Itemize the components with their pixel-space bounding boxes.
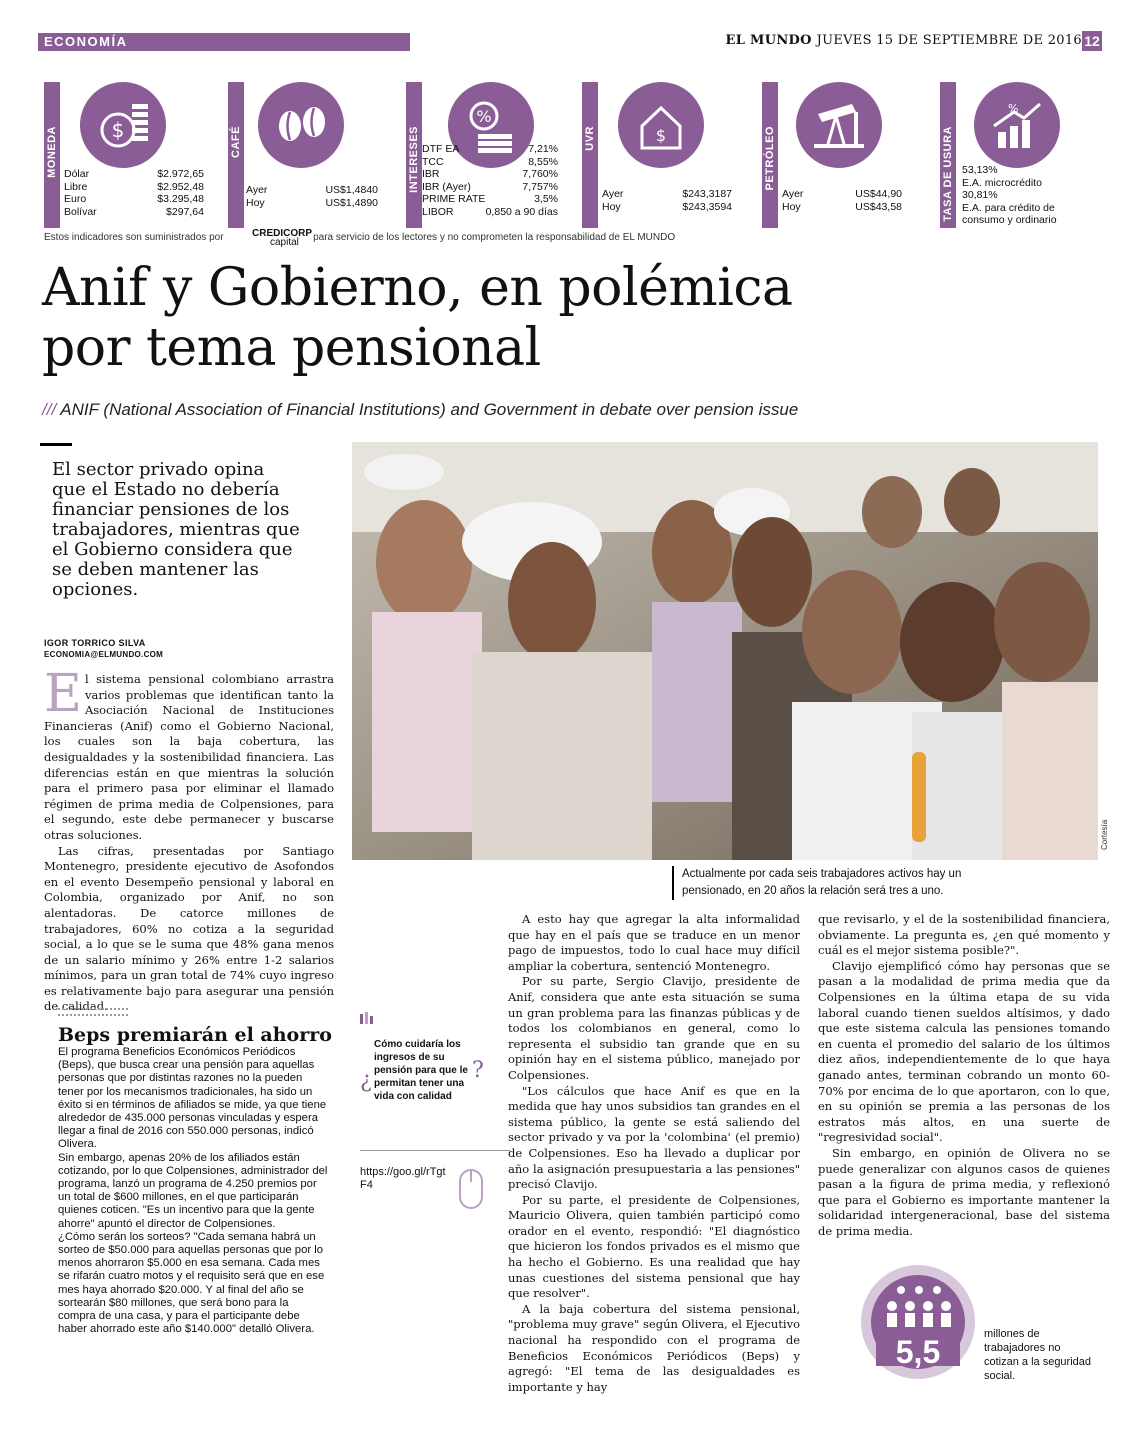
masthead	[726, 33, 1082, 48]
coffee-beans-icon	[258, 82, 344, 168]
lead-rule	[40, 443, 72, 446]
english-subtitle: /// ANIF (National Association of Financial Institutions) and Government in debate over pension issue	[42, 400, 799, 419]
usura-line: 30,81%	[962, 189, 998, 201]
article-column-3: que revisarlo, y el de la sostenibilidad financiera, obviamente. La pregunta es, ¿en qué momento y cuál es el mejor sistema posible?". Clavijo ejemplificó cómo hay personas que se pasan a la modalidad de prima media que da Colpensiones en la última etapa de su vida laboral cuando tienen sueldos altísimos, y dado que este sistema calcula las pensiones tomando en cuenta el promedio del salario de los últimos diez años, independientemente de lo que haya ganado antes, terminan cobrando un monto 60-70% por encima de lo que aportaron, con lo que, en su opinión se premia a las personas de los estratos más altos, en una suerte de "regresividad social". Sin embargo, en opinión de Olivera no se puede generalizar con algunos casos de quienes pasan a la figura de prima media, y reflexionó que para el Gobierno es importante mantener la solidaridad intergeneracional, base del sistema de prima media.	[818, 912, 1110, 1238]
indicator-uvr	[582, 82, 740, 228]
indicator-cafe	[228, 82, 388, 228]
stat-description: millones de trabajadores no cotizan a la seguridad social.	[984, 1328, 1092, 1382]
beps-body: El programa Beneficios Económicos Periódicos (Beps), que busca crear una pensión para aquellas personas que por distintas razones no la pueden tener por los mecanismos tradicionales, ha sido un éxito si en términos de afiliados se mide, ya que tiene alrededor de 435.000 personas vinculadas y espera llegar a final de 2016 con 550.000 personas, indicó Olivera. Sin embargo, apenas 20% de los afiliados están cotizando, por lo que Colpensiones, administrador del programa, lanzó un programa de 4.250 premios por un total de $600 millones, en el que participarán quienes coticen. "Es un incentivo para que la gente ahorre" apuntó el director de Colpensiones. ¿Cómo serán los sorteos? "Cada semana habrá un sorteo de $50.000 para aquellas personas que por lo menos ahorraron $5.000 en esa semana. Cada mes se rifarán cuatro motos y el requisito será que en ese mes haya ahorrado $20.000. Y al final del año se sortearán $80 millones, que será bono para la compra de una casa, y para el participante debe haber ahorrado este año $140.000" detalló Olivera.	[58, 1046, 328, 1336]
indicator-row: IBR (Ayer) 7,757%	[422, 180, 558, 193]
indicator-row: Dólar $2.972,65	[64, 168, 204, 180]
house-building-icon	[618, 82, 704, 168]
growth-chart-icon	[974, 82, 1060, 168]
svg-text:$: $	[655, 126, 667, 145]
indicator-petroleo	[762, 82, 912, 228]
indicator-row: DTF EA 7,21%	[422, 143, 558, 155]
usura-line: E.A. para crédito de	[962, 201, 1055, 214]
indicator-bar: MONEDA	[44, 82, 60, 228]
indicator-row: Ayer US$1,4840	[246, 184, 378, 196]
headline: Anif y Gobierno, en polémica por tema pensional	[42, 258, 793, 378]
svg-text:%: %	[1008, 102, 1019, 115]
question-mark-open-icon: ¿	[360, 1068, 372, 1093]
indicator-bar: TASA DE USURA	[940, 82, 956, 228]
survey-link[interactable]: https://goo.gl/rTgtF4	[360, 1166, 446, 1191]
stat-badge	[858, 1262, 978, 1382]
suppliers-note: Estos indicadores son suministrados por para servicio de los lectores y no comprometen la responsabilidad de EL MUNDO	[44, 232, 676, 243]
usura-line: consumo y ordinario	[962, 214, 1057, 226]
indicator-row: Euro $3.295,48	[64, 193, 204, 205]
indicator-row: Hoy US$1,4890	[246, 196, 378, 209]
indicator-row: Hoy $243,3594	[602, 200, 732, 213]
question-mark-close-icon: ?	[472, 1058, 484, 1083]
reader-question: Cómo cuidaría los ingresos de su pensión para que le permitan tener una vida con calidad	[374, 1039, 468, 1102]
article-column-1: El sistema pensional colombiano arrastra varios problemas que identifican tanto la Asociación Nacional de Instituciones Financieras (Anif) como el Gobierno Nacional, los cuales son la baja cobertura, las desigualdades y la sostenibilidad financiera. Las diferencias están en que mientras la solución para el primero pasa por eliminar el llamado régimen de prima media de Colpensiones, para el segundo, este debe permanecer y buscarse otras soluciones. Las cifras, presentadas por Santiago Montenegro, presidente ejecutivo de Asofondos en el evento Desempeño pensional y laboral en Colombia, organizado por Anif, no son alentadoras. De catorce millones de trabajadores, 60% no cotiza a la seguridad social, a lo que se le suma que 48% gana menos de un salario mínimo y 26% entre 1-2 salarios mínimos, para un gran total de 74% cuyo ingreso es relativamente bajo para asegurar una pensión de calidad.	[44, 664, 334, 1014]
indicator-moneda	[44, 82, 214, 228]
article-photo	[352, 442, 1098, 860]
indicator-bar: PETRÓLEO	[762, 82, 778, 228]
author-email: ECONOMIA@ELMUNDO.COM	[44, 650, 164, 659]
indicator-bar: CAFÉ	[228, 82, 244, 228]
indicator-intereses	[406, 82, 564, 228]
stat-value: 5,5	[895, 1334, 941, 1370]
section-tag: ECONOMÍA	[38, 33, 410, 51]
issue-date: JUEVES 15 DE SEPTIEMBRE DE 2016	[816, 33, 1082, 48]
credicorp-logo: CREDICORP capital	[252, 228, 313, 248]
indicator-row: LIBOR 0,850 a 90 días	[422, 205, 558, 218]
indicator-bar: UVR	[582, 82, 598, 228]
url-rule	[360, 1150, 510, 1151]
photo-caption: Actualmente por cada seis trabajadores activos hay un pensionado, en 20 años la relación será tres a uno.	[672, 866, 1012, 900]
page-number: 12	[1082, 31, 1102, 51]
indicator-bar: INTERESES	[406, 82, 422, 228]
money-bag-coins-icon	[80, 82, 166, 168]
article-column-2: A esto hay que agregar la alta informalidad que hay en el país que se traduce en un menor pago de impuestos, todo lo cual hace muy difícil ampliar la cobertura, sentenció Montenegro. Por su parte, Sergio Clavijo, presidente de Anif, considera que ante esta situación se suma un gran problema para las finanzas públicas y de todos los colombianos en general, como lo representa el subsidio tan grande que en su opinión hay en el sistema público, manejado por Colpensiones. "Los cálculos que hace Anif es que en la medida que hay unos subsidios tan grandes en el sistema público, la gente se está saliendo del sector privado y va por la 'colombina' (el premio) de Colpensiones. Eso ha llevado a duplicar por año la asignación presupuestaria a las pensiones" precisó Clavijo. Por su parte, el presidente de Colpensiones, Mauricio Olivera, quien también participó como orador en el evento, respondió: "El diagnóstico que hicieron los fondos privados es el mismo que ha hecho el Gobierno. Es una realidad que hay unas cuestiones del sistema pensional que hay que resolver". A la baja cobertura del sistema pensional, "problema muy grave" según Olivera, el Ejecutivo nacional ha respondido con el programa de Beneficios Económicos Periódicos (Beps) y agregó: "El tema de las desigualdades es importante y hay	[508, 912, 800, 1394]
indicator-row: Ayer $243,3187	[602, 188, 732, 200]
survey-icon	[360, 1012, 376, 1026]
crowd-photo	[352, 442, 1098, 860]
newspaper-name: EL MUNDO	[725, 33, 812, 48]
svg-text:$: $	[111, 118, 125, 142]
indicator-row: IBR 7,760%	[422, 168, 558, 180]
indicator-row: Hoy US$43,58	[782, 200, 902, 213]
beps-title: Beps premiarán el ahorro	[58, 1024, 332, 1046]
author: IGOR TORRICO SILVA	[44, 638, 146, 648]
oil-pump-icon	[796, 82, 882, 168]
indicator-row: TCC 8,55%	[422, 155, 558, 168]
photo-credit: Cortesía	[1100, 819, 1109, 850]
indicator-row: PRIME RATE 3,5%	[422, 193, 558, 205]
usura-line: 53,13%	[962, 164, 998, 176]
article-lead: El sector privado opina que el Estado no debería financiar pensiones de los trabajadores, mientras que el Gobierno considera que se deben mantener las opciones.	[52, 459, 300, 600]
indicator-row: Ayer US$44,90	[782, 188, 902, 200]
svg-text:%: %	[476, 107, 492, 126]
box-divider-dots	[58, 1008, 128, 1016]
mouse-icon	[458, 1168, 484, 1210]
indicator-tasa-usura	[940, 82, 1100, 228]
indicator-row: Bolívar $297,64	[64, 205, 204, 218]
indicator-row: Libre $2.952,48	[64, 180, 204, 193]
reader-question-box	[360, 1038, 484, 1103]
drop-cap: E	[44, 664, 82, 724]
usura-line: E.A. microcrédito	[962, 176, 1042, 189]
